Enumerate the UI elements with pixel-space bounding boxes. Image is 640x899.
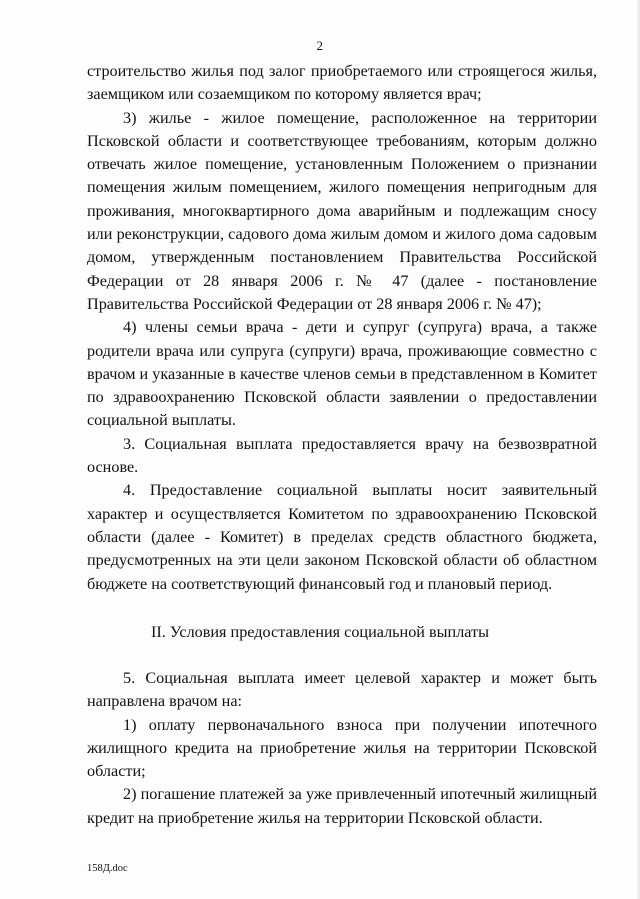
section-1-continuation [87, 60, 597, 596]
page-number: 2 [316, 38, 324, 53]
paragraph-clause-4: 4. Предоставление социальной выплаты носит заявительный характер и осуществляется Комитетом по здравоохранению Псковской области (далее - Комитет) в пределах средств областного бюджета, предусмотренных на эти цели законом Псковской области об областном бюджете на соответствующий финансовый год и плановый период. [87, 481, 597, 593]
paragraph-item-4-family-members: 4) члены семьи врача - дети и супруг (супруга) врача, а также родители врача или супруга (супруги) врача, проживающие совместно с врачом и указанные в качестве членов семьи в представленном в Комитет по здравоохранению Псковской области заявлении о предоставлении социальной выплаты. [87, 318, 597, 430]
paragraph-clause-3: 3. Социальная выплата предоставляется врачу на безвозвратной основе. [87, 434, 597, 477]
section-2-body [87, 667, 597, 830]
paragraph-item-3-housing: 3) жилье - жилое помещение, расположенное на территории Псковской области и соответствующее требованиям, которым должно отвечать жилое помещение, установленным Положением о признании помещения жилым помещением, жилого помещения непригодным для проживания, многоквартирного дома аварийным и подлежащим сносу или реконструкции, садового дома жилым домом и жилого дома садовым домом, утвержденным постановлением Правительства Российской Федерации от 28 января 2006 г. № 47 (далее - постановление Правительства Российской Федерации от 28 января 2006 г. № 47); [87, 108, 597, 313]
section-2-heading: II. Условия предоставления социальной выплаты [151, 623, 489, 641]
paragraph-continuation: строительство жилья под залог приобретаемого или строящегося жилья, заемщиком или созаемщиком по которому является врач; [87, 62, 597, 104]
paragraph-clause-5-item-1: 1) оплату первоначального взноса при получении ипотечного жилищного кредита на приобретение жилья на территории Псковской области; [87, 715, 597, 781]
paragraph-clause-5: 5. Социальная выплата имеет целевой характер и может быть направлена врачом на: [87, 669, 597, 711]
footer-filename: 158Д.doc [87, 863, 128, 874]
paragraph-clause-5-item-2: 2) погашение платежей за уже привлеченный ипотечный жилищный кредит на приобретение жилья на территории Псковской области. [87, 785, 597, 827]
